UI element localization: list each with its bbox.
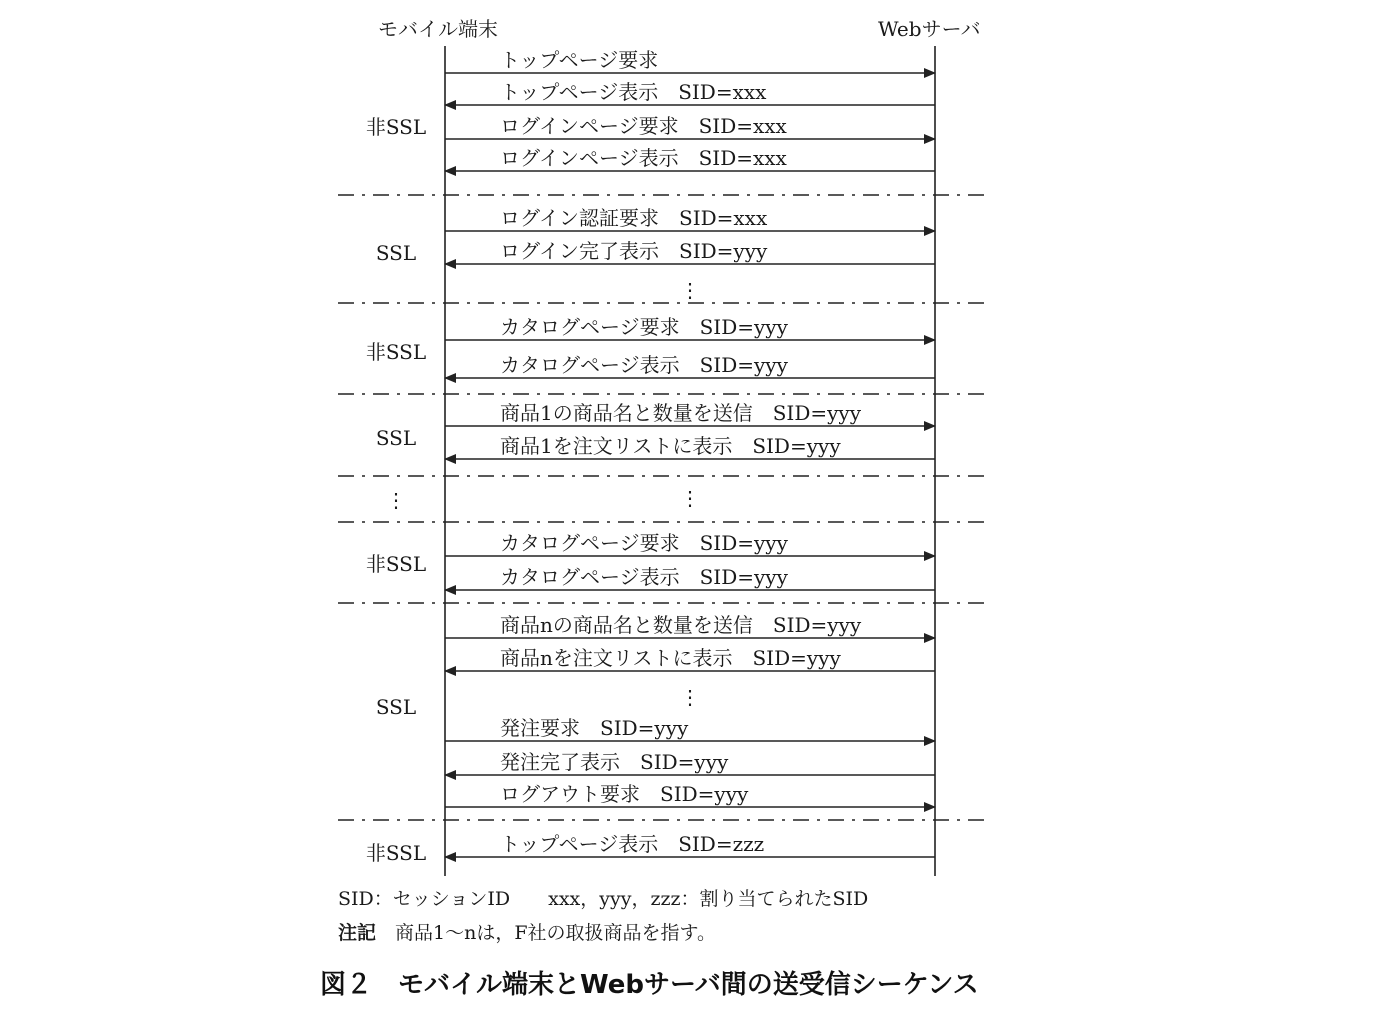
continuation-ellipsis: ⋮ <box>680 278 700 302</box>
figure-caption: 図２ モバイル端末とWebサーバ間の送受信シーケンス <box>320 970 979 1000</box>
continuation-ellipsis: ⋮ <box>680 486 700 510</box>
message-label: ログアウト要求 SID=yyy <box>500 782 749 806</box>
message-label: トップページ要求 <box>500 48 659 72</box>
message-label: カタログページ要求 SID=yyy <box>500 531 788 555</box>
section-protocol-label: SSL <box>375 241 417 265</box>
section-protocol-label: 非SSL <box>365 552 427 576</box>
message-label: 商品nを注文リストに表示 SID=yyy <box>500 646 841 670</box>
section-protocol-label: ⋮ <box>386 488 406 512</box>
message-label: カタログページ表示 SID=yyy <box>500 353 788 377</box>
message-label: ログイン認証要求 SID=xxx <box>500 206 768 230</box>
message-label: 発注要求 SID=yyy <box>500 716 689 740</box>
continuation-ellipsis: ⋮ <box>680 685 700 709</box>
message-label: ログインページ要求 SID=xxx <box>500 114 787 138</box>
participant-server-label: Webサーバ <box>878 17 981 41</box>
message-label: 発注完了表示 SID=yyy <box>500 750 729 774</box>
legend-note: SID：セッションID xxx，yyy，zzz：割り当てられたSID <box>338 888 869 910</box>
section-protocol-label: SSL <box>375 426 417 450</box>
footnote-label: 注記 <box>338 922 377 944</box>
participant-mobile-label: モバイル端末 <box>378 17 498 41</box>
footnote <box>338 924 716 943</box>
message-label: カタログページ表示 SID=yyy <box>500 565 788 589</box>
footnote-text: 商品1～nは，F社の取扱商品を指す。 <box>376 922 717 944</box>
message-label: トップページ表示 SID=xxx <box>500 80 767 104</box>
message-label: 商品1の商品名と数量を送信 SID=yyy <box>500 401 862 425</box>
message-label: トップページ表示 SID=zzz <box>500 832 765 856</box>
section-protocol-label: 非SSL <box>365 115 427 139</box>
message-label: 商品nの商品名と数量を送信 SID=yyy <box>500 613 862 637</box>
section-protocol-label: 非SSL <box>365 340 427 364</box>
message-label: ログイン完了表示 SID=yyy <box>500 239 768 263</box>
section-protocol-label: SSL <box>375 695 417 719</box>
message-label: 商品1を注文リストに表示 SID=yyy <box>500 434 841 458</box>
section-protocol-label: 非SSL <box>365 841 427 865</box>
message-label: ログインページ表示 SID=xxx <box>500 146 787 170</box>
message-label: カタログページ要求 SID=yyy <box>500 315 788 339</box>
